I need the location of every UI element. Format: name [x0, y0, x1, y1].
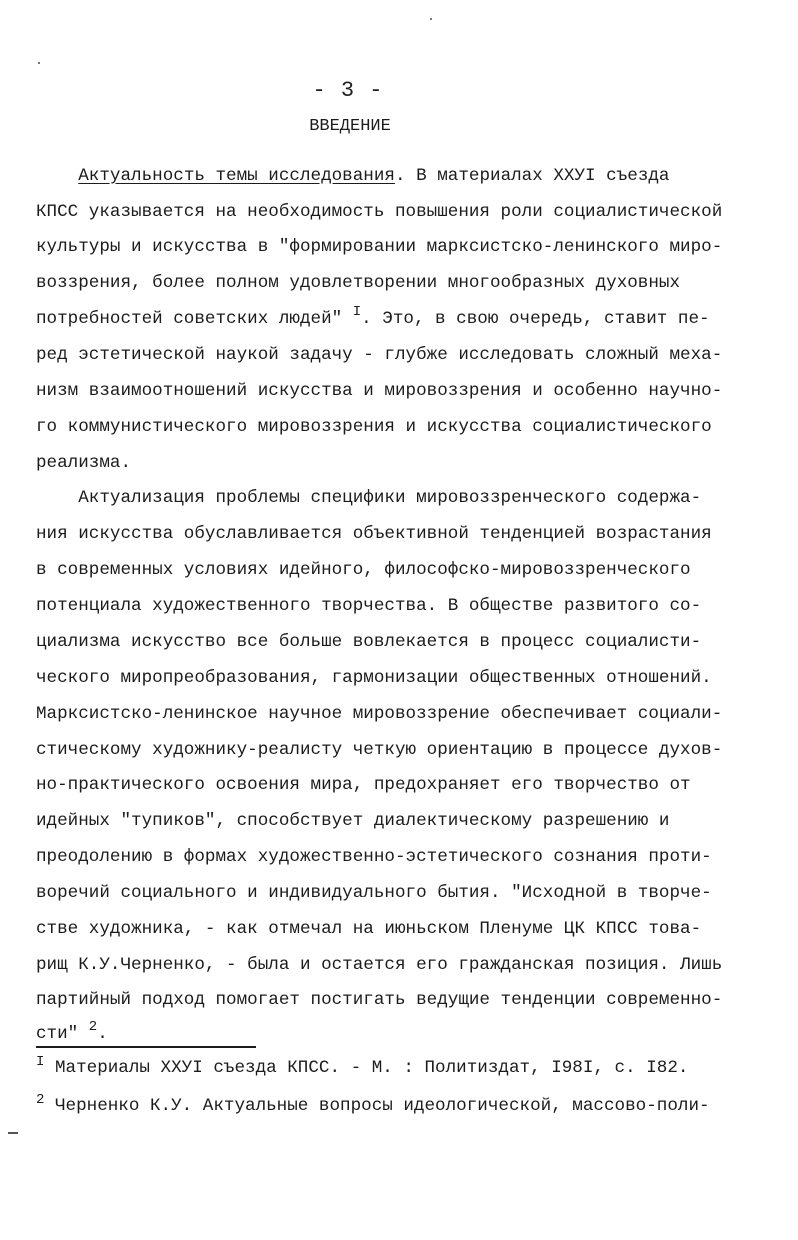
- footnote-ref-1: I: [352, 304, 362, 320]
- margin-mark: [8, 1132, 18, 1134]
- footnote-text: Материалы ХХУI съезда КПСС. - М. : Политиздат, I98I, с. I82.: [44, 1058, 689, 1078]
- footnote-text: Черненко К.У. Актуальные вопросы идеологической, массово-поли-: [44, 1096, 710, 1116]
- paragraph-1-line-8: го коммунистического мировоззрения и искусства социалистического: [36, 417, 712, 437]
- paragraph-1-line-6: ред эстетической наукой задачу - глубже исследовать сложный меха-: [36, 345, 723, 365]
- paragraph-2-line: в современных условиях идейного, философско-мировоззренческого: [36, 560, 691, 580]
- paragraph-1-line-3: культуры и искусства в "формировании марксистско-ленинского миро-: [36, 237, 723, 257]
- footnote-1: [36, 1056, 688, 1081]
- paragraph-2-line: преодолению в формах художественно-эстетического сознания проти-: [36, 847, 712, 867]
- paragraph-1-line-1: Актуальность темы исследования. В материалах ХХУI съезда: [78, 166, 670, 186]
- paragraph-1-line-7: низм взаимоотношений искусства и мировоззрения и особенно научно-: [36, 381, 723, 401]
- paragraph-2-line: ческого миропреобразования, гармонизации общественных отношений.: [36, 668, 712, 688]
- paragraph-2-line: стве художника, - как отмечал на июньском Пленуме ЦК КПСС това-: [36, 919, 702, 939]
- paragraph-2-line: воречий социального и индивидуального бытия. "Исходной в творче-: [36, 883, 712, 903]
- paragraph-2-line: потенциала художественного творчества. В обществе развитого со-: [36, 596, 702, 616]
- paragraph-1-line-5: потребностей советских людей" $^I$. Это, в свою очередь, ставит пе-: [36, 304, 710, 329]
- paragraph-2-line: циализма искусство все больше вовлекается в процесс социалисти-: [36, 632, 702, 652]
- scan-speck: [430, 18, 432, 20]
- footnote-ref-2: 2: [88, 1019, 98, 1035]
- section-heading: ВВЕДЕНИЕ: [309, 117, 391, 136]
- paragraph-2-line: Марксистско-ленинское научное мировоззрение обеспечивает социали-: [36, 704, 723, 724]
- topic-relevance-underlined: Актуальность темы исследования: [78, 166, 395, 186]
- paragraph-2-line: Актуализация проблемы специфики мировоззренческого содержа-: [36, 488, 702, 508]
- paragraph-1-line-9: реализма.: [36, 453, 132, 473]
- paragraph-1-line-4: воззрения, более полном удовлетворении многообразных духовных: [36, 273, 681, 293]
- paragraph-2-line: стическому художнику-реалисту четкую ориентацию в процессе духов-: [36, 740, 723, 760]
- footnote-2: [36, 1094, 710, 1119]
- footnote-separator: [36, 1046, 256, 1048]
- paragraph-2-line: но-практического освоения мира, предохраняет его творчество от: [36, 775, 691, 795]
- paragraph-2-line: рищ К.У.Черненко, - была и остается его гражданская позиция. Лишь: [36, 955, 723, 975]
- footnote-mark: 2: [36, 1092, 45, 1108]
- footnote-mark: I: [36, 1054, 45, 1070]
- scan-speck: [38, 62, 40, 64]
- page-number: - 3 -: [312, 78, 384, 103]
- paragraph-2-line: партийный подход помогает постигать ведущие тенденции современно-: [36, 990, 723, 1010]
- paragraph-2-line: ния искусства обуславливается объективной тенденцией возрастания: [36, 524, 712, 544]
- paragraph-2-line: идейных "тупиков", способствует диалектическому разрешению и: [36, 811, 670, 831]
- paragraph-1-line-2: КПСС указывается на необходимость повышения роли социалистической: [36, 202, 723, 222]
- paragraph-2-last-line: сти" $^2$.: [36, 1019, 108, 1044]
